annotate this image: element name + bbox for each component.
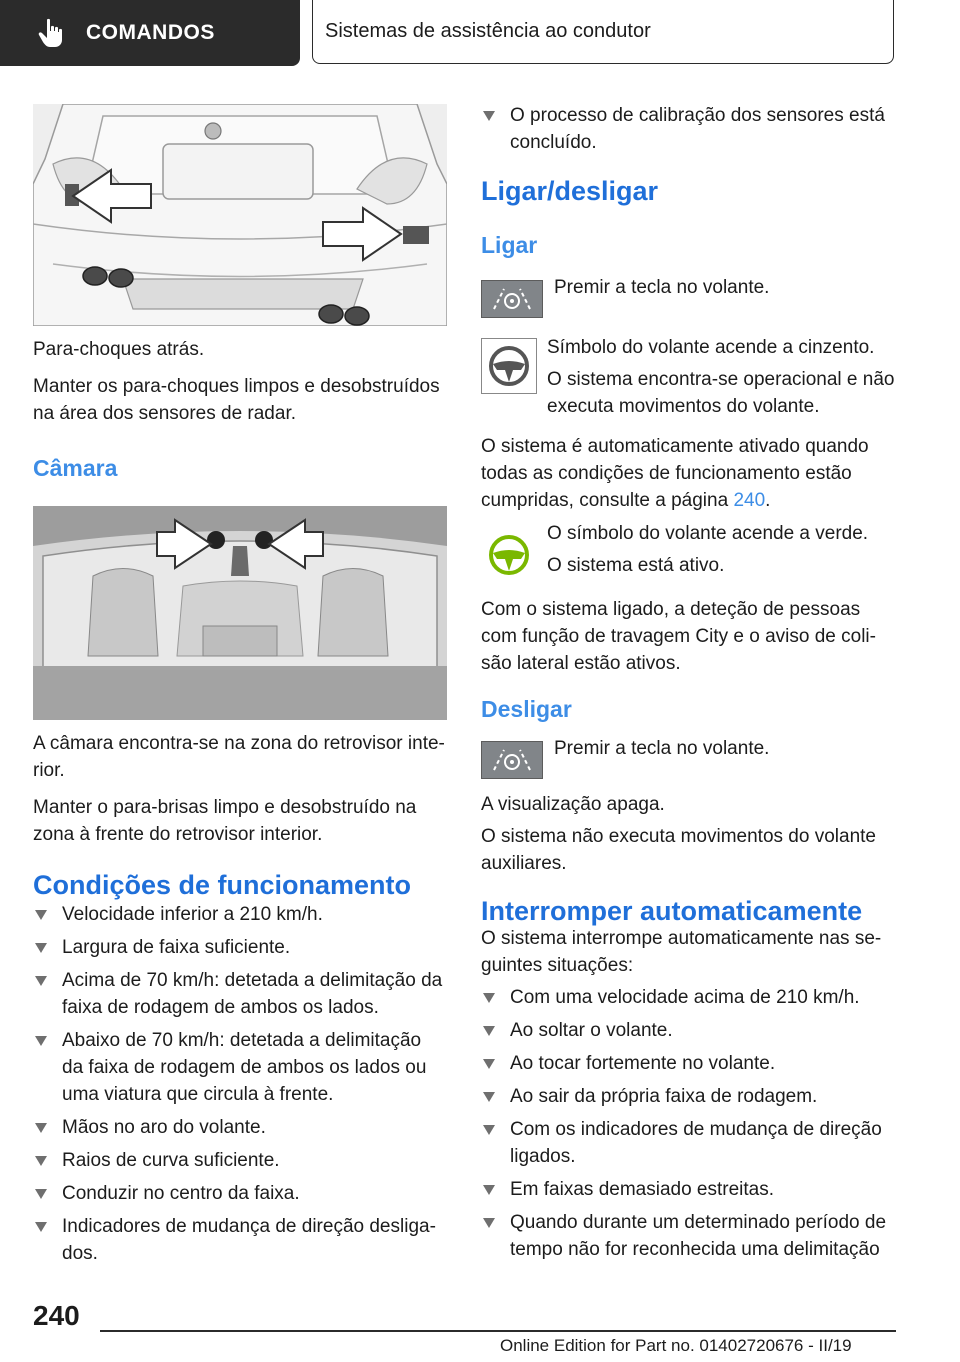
car-rear-drawing — [33, 104, 447, 326]
on-press-text-block — [554, 274, 894, 311]
display-off-text: A visualização apaga. — [481, 794, 665, 815]
green-symbol-block — [547, 520, 897, 589]
with-system-text: Com o sistema ligado, a deteção de pessoas com função de travagem City e o aviso de coli-são lateral estão ativos. — [481, 599, 876, 674]
conditions-list — [33, 901, 447, 1267]
list-item: Ao soltar o volante. — [481, 1017, 895, 1044]
list-item: Em faixas demasiado estreitas. — [481, 1176, 895, 1203]
list-item: Raios de curva suficiente. — [33, 1147, 447, 1174]
list-item: Abaixo de 70 km/h: detetada a delimitação da faixa de rodagem de ambos os lados ou uma viatura que circula à frente. — [33, 1027, 447, 1108]
camera-section — [33, 455, 447, 482]
on-section — [481, 232, 895, 259]
interrupt-intro: O sistema interrompe automaticamente nas se-guintes situações: — [481, 928, 882, 976]
list-item: Velocidade inferior a 210 km/h. — [33, 901, 447, 928]
steering-wheel-grey-icon — [481, 338, 537, 394]
camera-lens-right — [255, 531, 273, 549]
auto-activation-block — [481, 433, 895, 524]
right-radar-sensor — [403, 226, 429, 244]
list-item: Mãos no aro do volante. — [33, 1114, 447, 1141]
list-item: Largura de faixa suficiente. — [33, 934, 447, 961]
on-heading: Ligar — [481, 232, 538, 258]
car-interior-drawing — [33, 506, 447, 720]
interrupt-list — [481, 984, 895, 1263]
camera-text: Manter o para-brisas limpo e desobstruído na zona à frente do retrovisor interior. — [33, 797, 417, 845]
list-item: Indicadores de mudança de direção desliga-dos. — [33, 1213, 447, 1267]
auto-activation-text: O sistema é automaticamente ativado quando todas as condições de funcionamento estão cumpridas, consulte a página 240. — [481, 436, 869, 511]
footer-divider — [100, 1330, 896, 1332]
list-item: Acima de 70 km/h: detetada a delimitação da faixa de rodagem de ambos os lados. — [33, 967, 447, 1021]
interrupt-section — [481, 898, 895, 1269]
left-column — [33, 336, 447, 437]
list-item: Ao sair da própria faixa de rodagem. — [481, 1083, 895, 1110]
interrupt-heading: Interromper automaticamente — [481, 896, 863, 926]
bumper-caption: Para-choques atrás. — [33, 339, 205, 360]
camera-mount — [231, 546, 249, 576]
hand-pointer-icon — [38, 18, 64, 48]
grey-symbol-block — [547, 334, 897, 430]
list-item: O processo de calibração dos sensores está concluído. — [481, 102, 895, 156]
steering-wheel-green-icon — [481, 527, 537, 583]
camera-heading: Câmara — [33, 455, 118, 481]
camera-illustration — [33, 506, 447, 720]
green-symbol-text: O símbolo do volante acende a verde. — [547, 523, 869, 544]
page-number: 240 — [33, 1300, 80, 1331]
on-press-text: Premir a tecla no volante. — [554, 277, 770, 298]
onoff-section — [481, 178, 895, 205]
camera-lens-left — [207, 531, 225, 549]
calibration-block — [481, 102, 895, 162]
section-label: COMANDOS — [86, 21, 215, 44]
off-result-block — [481, 791, 895, 887]
grey-symbol-text: Símbolo do volante acende a cinzento. — [547, 337, 875, 358]
off-section — [481, 696, 895, 723]
off-press-text: Premir a tecla no volante. — [554, 738, 770, 759]
list-item: Com os indicadores de mudança de direção ligados. — [481, 1116, 895, 1170]
page-header-title — [312, 0, 894, 64]
list-item: Ao tocar fortemente no volante. — [481, 1050, 895, 1077]
edition-note: Online Edition for Part no. 01402720676 - II/19 — [500, 1336, 852, 1355]
list-item: Quando durante um determinado período de tempo não for reconhecida uma delimitação — [481, 1209, 895, 1263]
green-active-text: O sistema está ativo. — [547, 555, 725, 576]
camera-text-block — [33, 730, 447, 858]
conditions-section — [33, 872, 447, 1273]
lane-assist-button-icon — [481, 280, 543, 318]
conditions-heading: Condições de funcionamento — [33, 870, 412, 900]
off-heading: Desligar — [481, 696, 572, 722]
off-press-text-block — [554, 735, 894, 772]
chapter-title: Sistemas de assistência ao condutor — [325, 20, 651, 42]
grey-operational-text: O sistema encontra-se operacional e não executa movimentos do volante. — [547, 369, 895, 417]
lane-assist-button-icon — [481, 741, 543, 779]
onoff-heading: Ligar/desligar — [481, 176, 659, 206]
with-system-block — [481, 596, 895, 687]
bumper-text: Manter os para-choques limpos e desobstruídos na área dos sensores de radar. — [33, 376, 440, 424]
section-tab — [0, 0, 300, 66]
page-link[interactable]: 240 — [733, 490, 766, 511]
list-item: Com uma velocidade acima de 210 km/h. — [481, 984, 895, 1011]
camera-caption: A câmara encontra-se na zona do retrovisor inte-rior. — [33, 733, 445, 781]
rear-bumper-illustration — [33, 104, 447, 326]
no-movements-text: O sistema não executa movimentos do volante auxiliares. — [481, 826, 876, 874]
list-item: Conduzir no centro da faixa. — [33, 1180, 447, 1207]
